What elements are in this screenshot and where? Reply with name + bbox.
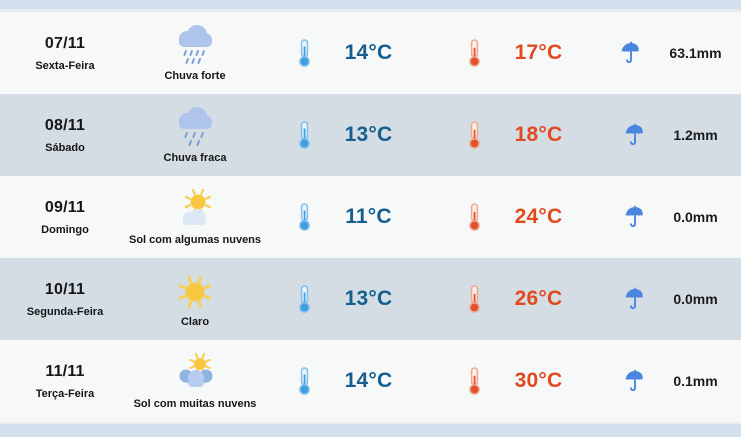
condition-cell (130, 188, 260, 246)
condition-cell (130, 270, 260, 328)
max-temp-value: 26°C (514, 287, 563, 310)
min-temp-value: 13°C (344, 123, 393, 146)
min-temp-cell (260, 202, 430, 232)
thermometer-blue-icon (298, 366, 311, 396)
min-temp-value: 14°C (344, 369, 393, 392)
max-temp-value: 30°C (514, 369, 563, 392)
max-temp-cell (430, 120, 600, 150)
forecast-row[interactable] (0, 258, 741, 340)
min-temp-cell (260, 366, 430, 396)
precipitation-value: 0.1mm (673, 373, 718, 389)
condition-label: Claro (180, 316, 210, 328)
day-name-label: Segunda-Feira (26, 305, 104, 318)
forecast-row[interactable] (0, 340, 741, 422)
min-temp-cell (260, 38, 430, 68)
forecast-row[interactable] (0, 94, 741, 176)
precipitation-cell (600, 204, 741, 230)
rain-heavy-icon (171, 24, 219, 68)
umbrella-icon (623, 204, 647, 230)
thermometer-blue-icon (298, 120, 311, 150)
umbrella-icon (623, 122, 647, 148)
day-name-label: Terça-Feira (35, 387, 95, 400)
max-temp-cell (430, 202, 600, 232)
date-label: 07/11 (44, 34, 86, 52)
thermometer-blue-icon (298, 202, 311, 232)
max-temp-value: 24°C (514, 205, 563, 228)
precipitation-cell (600, 122, 741, 148)
max-temp-cell (430, 366, 600, 396)
sun-some-clouds-icon (171, 188, 219, 232)
condition-cell (130, 24, 260, 82)
condition-label: Chuva forte (164, 70, 226, 82)
precipitation-cell (600, 40, 741, 66)
date-label: 08/11 (44, 116, 86, 134)
precipitation-cell (600, 368, 741, 394)
day-name-label: Sexta-Feira (35, 59, 95, 72)
date-cell (0, 363, 130, 400)
min-temp-value: 13°C (344, 287, 393, 310)
condition-label: Sol com algumas nuvens (128, 234, 262, 246)
precipitation-value: 1.2mm (673, 127, 718, 143)
condition-cell (130, 106, 260, 164)
date-label: 09/11 (44, 198, 86, 216)
umbrella-icon (619, 40, 643, 66)
forecast-row[interactable] (0, 12, 741, 94)
min-temp-value: 14°C (344, 41, 393, 64)
condition-label: Sol com muitas nuvens (133, 398, 257, 410)
condition-cell (130, 352, 260, 410)
date-label: 11/11 (45, 362, 85, 380)
min-temp-cell (260, 120, 430, 150)
date-cell (0, 117, 130, 154)
date-label: 10/11 (44, 280, 86, 298)
precipitation-value: 0.0mm (673, 209, 718, 225)
thermometer-red-icon (468, 120, 481, 150)
day-name-label: Domingo (41, 223, 89, 236)
min-temp-value: 11°C (345, 205, 392, 228)
max-temp-cell (430, 284, 600, 314)
precipitation-value: 0.0mm (673, 291, 718, 307)
table-top-bar (0, 0, 741, 12)
umbrella-icon (623, 286, 647, 312)
thermometer-red-icon (468, 38, 481, 68)
thermometer-red-icon (468, 366, 481, 396)
max-temp-value: 17°C (514, 41, 563, 64)
day-name-label: Sábado (45, 141, 85, 154)
rain-light-icon (171, 106, 219, 150)
min-temp-cell (260, 284, 430, 314)
umbrella-icon (623, 368, 647, 394)
date-cell (0, 199, 130, 236)
precipitation-cell (600, 286, 741, 312)
thermometer-blue-icon (298, 38, 311, 68)
thermometer-red-icon (468, 202, 481, 232)
condition-label: Chuva fraca (163, 152, 227, 164)
precipitation-value: 63.1mm (669, 45, 722, 61)
next-row-peek (0, 422, 741, 437)
thermometer-blue-icon (298, 284, 311, 314)
date-cell (0, 281, 130, 318)
sun-clear-icon (171, 270, 219, 314)
max-temp-value: 18°C (514, 123, 563, 146)
forecast-table-body (0, 12, 741, 422)
date-cell (0, 35, 130, 72)
forecast-row[interactable] (0, 176, 741, 258)
sun-many-clouds-icon (171, 352, 219, 396)
thermometer-red-icon (468, 284, 481, 314)
max-temp-cell (430, 38, 600, 68)
